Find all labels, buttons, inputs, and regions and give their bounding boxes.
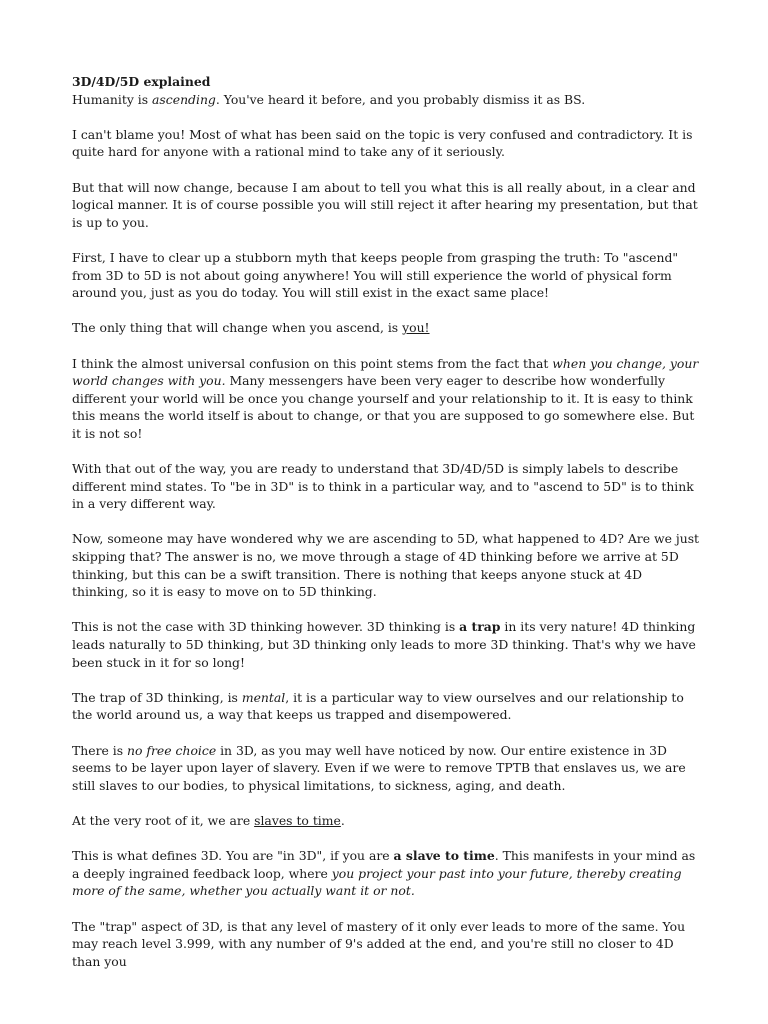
p1-emphasis: ascending [152,91,216,107]
p1-text-b: . You've heard it before, and you probably dismiss it as BS. [215,91,586,107]
paragraph-7: With that out of the way, you are ready to understand that 3D/4D/5D is simply labels to describe different mind states. To "be in 3D" is to think in a particular way, and to "ascend to 5D" is to think in a very different way. [72,461,694,512]
paragraph-6 [72,355,702,443]
paragraph-intro [72,73,702,108]
p10-emphasis: mental [241,689,286,705]
paragraph-2: I can't blame you! Most of what has been said on the topic is very confused and contradictory. It is quite hard for anyone with a rational mind to take any of it seriously. [72,126,693,160]
p1-text-a: Humanity is [72,91,153,107]
paragraph-14: The "trap" aspect of 3D, is that any level of mastery of it only ever leads to more of the same. You may reach level 3.999, with any number of 9's added at the end, and you're still no closer to 4D than you [72,918,686,969]
p9-bold: a trap [459,619,501,635]
p13-bold: a slave to time [393,848,495,864]
p11-emphasis: no free choice [127,742,217,758]
paragraph-4: First, I have to clear up a stubborn myth that keeps people from grasping the truth: To "ascend" from 3D to 5D is not about going anywhere! You will still experience the world of physical form around you, just as you do today. You will still exist in the exact same place! [72,249,679,301]
p9-text-b: in its very nature! 4D thinking leads naturally to 5D thinking, but 3D thinking only leads to more 3D thinking. That's why we have been stuck in it for so long! [72,619,696,670]
paragraph-5 [72,319,702,337]
p10-text-b: , it is a particular way to view ourselves and our relationship to the world around us, a way that keeps us trapped and disempowered. [72,689,684,723]
p10-text-a: The trap of 3D thinking, is [72,689,242,705]
p6-text-b: Many messengers have been very eager to describe how wonderfully different your world will be once you change yourself and your relationship to it. It is easy to think this means the world itself is about to change, or that you are supposed to go somewhere else. But it is not so! [72,373,695,441]
p12-text-a: At the very root of it, we are [72,812,255,828]
p5-underline: you! [402,320,430,336]
document-page [72,73,702,988]
p6-emphasis: when you change, your world changes with you. [72,355,699,389]
paragraph-3: But that will now change, because I am about to tell you what this is all really about, in a clear and logical manner. It is of course possible you will still reject it after hearing my presentation, but that is up to you. [72,179,698,230]
paragraph-12 [72,812,702,830]
p13-emphasis: you project your past into your future, thereby creating more of the same, whether you actually want it or not. [72,865,682,899]
p12-underline: slaves to time [254,812,341,828]
p9-text-a: This is not the case with 3D thinking however. 3D thinking is [72,619,460,635]
p11-text-b: in 3D, as you may well have noticed by now. Our entire existence in 3D seems to be layer upon layer of slavery. Even if we were to remove TPTB that enslaves us, we are still slaves to our bodies, to physical limitations, to sickness, aging, and death. [72,742,686,793]
paragraph-13 [72,847,702,900]
p6-text-a: I think the almost universal confusion on this point stems from the fact that [72,355,553,371]
p11-text-a: There is [72,742,128,758]
p5-text-a: The only thing that will change when you ascend, is [72,320,403,336]
document-title: 3D/4D/5D explained [72,74,211,89]
paragraph-10 [72,689,702,724]
p13-text-b: . This manifests in your mind as a deeply ingrained feedback loop, where [72,848,696,881]
p12-text-b: . [340,812,345,828]
paragraph-8: Now, someone may have wondered why we are ascending to 5D, what happened to 4D? Are we just skipping that? The answer is no, we move through a stage of 4D thinking before we arrive at 5D thinking, but this can be a swift transition. There is nothing that keeps anyone stuck at 4D thinking, so it is easy to move on to 5D thinking. [72,531,700,600]
paragraph-11 [72,742,702,795]
p13-text-a: This is what defines 3D. You are "in 3D", if you are [72,848,394,864]
paragraph-9 [72,618,702,671]
